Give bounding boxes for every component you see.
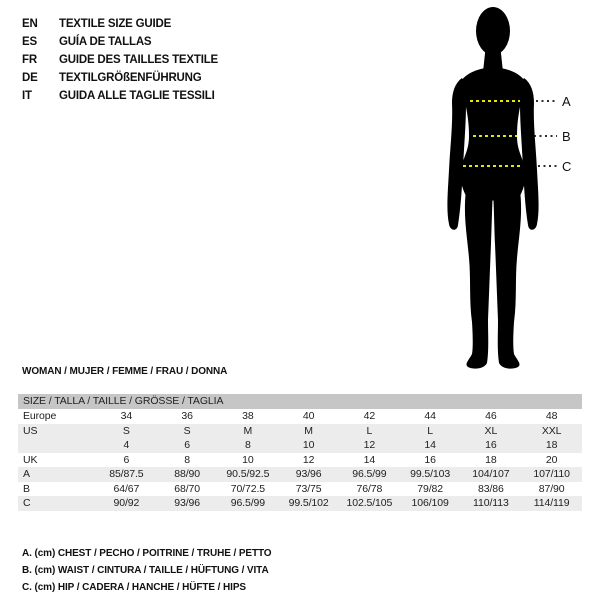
woman-silhouette: [400, 0, 600, 380]
language-label: GUIDE DES TAILLES TEXTILE: [59, 54, 218, 66]
row-label: B: [23, 482, 30, 495]
table-row: [18, 496, 582, 511]
row-label: [18, 438, 96, 453]
measure-legend: [22, 545, 272, 596]
table-cell: 38: [242, 410, 254, 422]
table-cell: 104/107: [472, 468, 510, 480]
table-cell: 110/113: [473, 497, 509, 509]
table-cell: 6: [184, 439, 190, 451]
table-cell: 96.5/99: [352, 468, 387, 480]
silhouette-shape: [447, 7, 538, 369]
language-code: EN: [22, 18, 38, 30]
table-cell: 73/75: [295, 482, 322, 495]
table-row: [18, 467, 582, 482]
marker-label-c: C: [562, 159, 572, 174]
table-cell: 16: [485, 439, 497, 451]
table-cell: 79/82: [417, 482, 444, 495]
language-row: [22, 69, 218, 87]
table-cell: XXL: [541, 424, 562, 437]
table-cell: 44: [424, 410, 436, 422]
table-cell: 107/110: [533, 468, 570, 480]
table-cell: 96.5/99: [230, 497, 266, 509]
table-cell: XL: [484, 424, 498, 437]
table-cell: 46: [485, 410, 497, 422]
language-code: FR: [22, 54, 37, 66]
table-cell: 70/72.5: [230, 482, 266, 495]
table-row: [18, 482, 582, 497]
table-cell: 4: [123, 439, 130, 451]
table-cell: 68/70: [174, 482, 201, 495]
table-cell: 114/119: [533, 497, 570, 509]
table-cell: 34: [120, 410, 133, 422]
marker-label-a: A: [562, 94, 571, 109]
leader-lines: [534, 101, 557, 166]
table-cell: 106/109: [411, 497, 449, 509]
marker-label-b: B: [562, 129, 571, 144]
row-label: Europe: [23, 410, 57, 422]
language-row: [22, 87, 218, 105]
legend-line: A. (cm) CHEST / PECHO / POITRINE / TRUHE / PETTO: [22, 548, 272, 559]
row-label: C: [23, 497, 31, 509]
table-cell: 14: [363, 453, 376, 466]
table-cell: S: [183, 424, 191, 437]
table-cell: S: [122, 424, 130, 437]
language-row: [22, 15, 218, 33]
table-cell: 12: [302, 453, 315, 466]
table-cell: 83/86: [477, 482, 504, 495]
language-label: TEXTILE SIZE GUIDE: [59, 18, 172, 30]
table-cell: 76/78: [356, 482, 383, 495]
row-label: US: [23, 424, 38, 437]
table-cell: L: [366, 424, 373, 437]
language-label: TEXTILGRÖßENFÜHRUNG: [59, 72, 202, 84]
table-cell: 88/90: [174, 468, 201, 480]
table-cell: 99.5/102: [288, 497, 329, 509]
table-cell: 6: [123, 453, 130, 466]
table-cell: 10: [302, 439, 315, 451]
table-cell: 48: [545, 410, 558, 422]
table-cell: 87/90: [538, 482, 565, 495]
table-cell: 20: [545, 453, 558, 466]
language-code: DE: [22, 72, 38, 84]
language-label: GUÍA DE TALLAS: [59, 36, 152, 48]
table-cell: 40: [302, 410, 315, 422]
table-cell: 18: [545, 439, 558, 451]
table-cell: 10: [242, 453, 254, 466]
size-table-header: SIZE / TALLA / TAILLE / GRÖSSE / TAGLIA: [18, 394, 582, 409]
language-code: IT: [22, 90, 32, 102]
table-cell: L: [427, 424, 433, 437]
table-cell: 99.5/103: [410, 468, 451, 480]
table-row: [18, 424, 582, 439]
table-row: [18, 453, 582, 468]
table-cell: M: [243, 424, 253, 437]
gender-heading: WOMAN / MUJER / FEMME / FRAU / DONNA: [22, 366, 228, 377]
size-table-body: [18, 409, 582, 511]
table-cell: 18: [485, 453, 497, 466]
table-cell: 85/87.5: [109, 468, 144, 480]
table-cell: 14: [424, 439, 436, 451]
table-cell: 8: [184, 453, 190, 466]
table-cell: 42: [363, 410, 376, 422]
language-row: [22, 33, 218, 51]
table-row: [18, 409, 582, 424]
table-cell: 90/92: [113, 497, 140, 509]
row-label: A: [23, 468, 30, 480]
size-figure: [400, 0, 600, 380]
table-cell: 64/67: [113, 482, 140, 495]
table-cell: 12: [363, 439, 376, 451]
legend-line: B. (cm) WAIST / CINTURA / TAILLE / HÜFTUNG / VITA: [22, 565, 269, 576]
table-cell: M: [304, 424, 313, 437]
language-label: GUIDA ALLE TAGLIE TESSILI: [59, 90, 215, 102]
table-row: [18, 438, 582, 453]
table-cell: 93/96: [295, 468, 322, 480]
language-list: [22, 15, 218, 105]
legend-line: C. (cm) HIP / CADERA / HANCHE / HÜFTE / HIPS: [22, 582, 246, 593]
language-row: [22, 51, 218, 69]
size-table: [18, 394, 582, 511]
row-label: UK: [23, 453, 38, 466]
table-cell: 102.5/105: [346, 497, 393, 509]
table-cell: 8: [245, 439, 251, 451]
language-code: ES: [22, 36, 37, 48]
table-cell: 36: [181, 410, 193, 422]
table-cell: 93/96: [174, 497, 201, 509]
table-cell: 90.5/92.5: [226, 468, 270, 480]
table-cell: 16: [424, 453, 436, 466]
